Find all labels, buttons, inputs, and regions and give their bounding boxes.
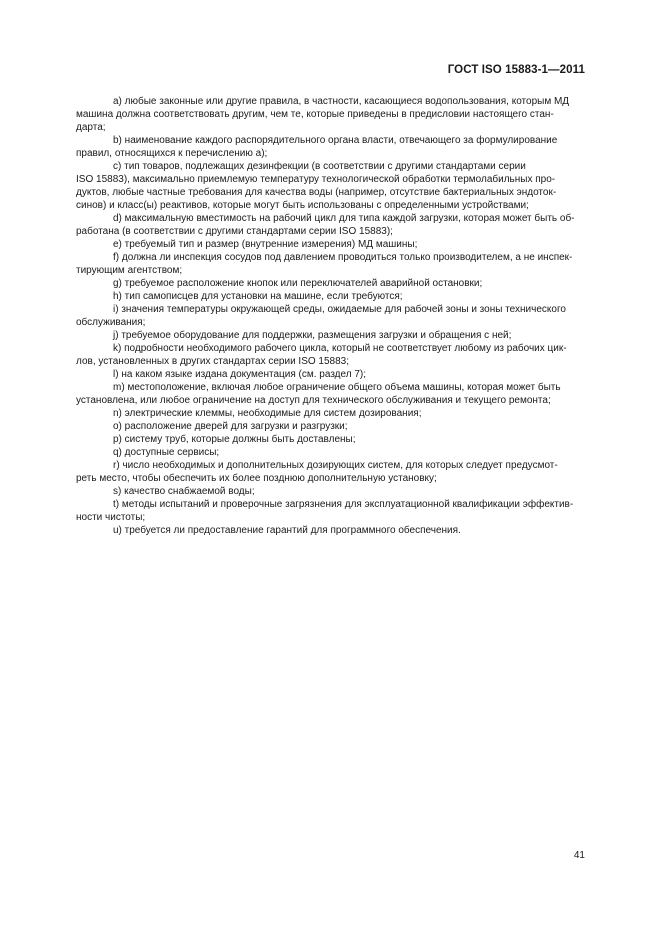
list-item-continuation-line: обслуживания; bbox=[76, 317, 146, 328]
list-item bbox=[76, 251, 585, 277]
list-item-first-line: p) систему труб, которые должны быть доставлены; bbox=[113, 434, 356, 445]
list-item bbox=[76, 433, 585, 446]
list-item-continuation-line: установлена, или любое ограничение на доступ для технического обслуживания и текущего ремонта; bbox=[76, 395, 551, 406]
list-item bbox=[76, 459, 585, 485]
list-item-first-line: l) на каком языке издана документация (см. раздел 7); bbox=[113, 369, 367, 380]
list-item bbox=[76, 381, 585, 407]
list-item-first-line: k) подробности необходимого рабочего цикла, который не соответствует любому из рабочих цик- bbox=[113, 343, 567, 354]
list-item bbox=[76, 342, 585, 368]
list-item bbox=[76, 134, 585, 160]
list-item bbox=[76, 485, 585, 498]
list-item-first-line: h) тип самописцев для установки на машине, если требуются; bbox=[113, 291, 403, 302]
list-item bbox=[76, 303, 585, 329]
list-item bbox=[76, 446, 585, 459]
list-item-continuation-line: правил, относящихся к перечислению a); bbox=[76, 148, 268, 159]
list-item-first-line: b) наименование каждого распорядительного органа власти, отвечающего за формулирование bbox=[113, 135, 558, 146]
list-item-first-line: f) должна ли инспекция сосудов под давлением проводиться только производителем, а не инспек- bbox=[113, 252, 573, 263]
list-item bbox=[76, 160, 585, 212]
list-item-first-line: e) требуемый тип и размер (внутренние измерения) МД машины; bbox=[113, 239, 418, 250]
list-item-continuation-line: ISO 15883), максимально приемлемую температуру технологической обработки термолабильных про- bbox=[76, 174, 556, 185]
list-item-first-line: n) электрические клеммы, необходимые для систем дозирования; bbox=[113, 408, 422, 419]
list-item-first-line: t) методы испытаний и проверочные загрязнения для эксплуатационной квалификации эффектив- bbox=[113, 499, 574, 510]
list-item bbox=[76, 212, 585, 238]
list-item-continuation-line: тирующим агентством; bbox=[76, 265, 183, 276]
list-item bbox=[76, 407, 585, 420]
list-item bbox=[76, 238, 585, 251]
list-item-first-line: d) максимальную вместимость на рабочий цикл для типа каждой загрузки, которая может быть об- bbox=[113, 213, 575, 224]
list-item-first-line: i) значения температуры окружающей среды, ожидаемые для рабочей зоны и зоны технического bbox=[113, 304, 566, 315]
list-item bbox=[76, 420, 585, 433]
list-item-first-line: g) требуемое расположение кнопок или переключателей аварийной остановки; bbox=[113, 278, 483, 289]
page-number: 41 bbox=[573, 850, 585, 861]
list-item-continuation-line: лов, установленных в других стандартах серии ISO 15883; bbox=[76, 356, 350, 367]
list-item-first-line: o) расположение дверей для загрузки и разгрузки; bbox=[113, 421, 348, 432]
requirements-list bbox=[76, 95, 585, 537]
list-item-first-line: r) число необходимых и дополнительных дозирующих систем, для которых следует предусмот- bbox=[113, 460, 558, 471]
document-header: ГОСТ ISO 15883-1—2011 bbox=[447, 64, 585, 76]
list-item-first-line: u) требуется ли предоставление гарантий для программного обеспечения. bbox=[113, 525, 461, 536]
list-item-first-line: s) качество снабжаемой воды; bbox=[113, 486, 255, 497]
list-item-continuation-line: дуктов, любые частные требования для качества воды (например, отсутствие бактериальных эндоток- bbox=[76, 187, 557, 198]
list-item bbox=[76, 329, 585, 342]
list-item-first-line: c) тип товаров, подлежащих дезинфекции (в соответствии с другими стандартами серии bbox=[113, 161, 526, 172]
list-item-first-line: j) требуемое оборудование для поддержки, размещения загрузки и обращения с ней; bbox=[113, 330, 512, 341]
list-item bbox=[76, 277, 585, 290]
list-item bbox=[76, 498, 585, 524]
list-item-first-line: m) местоположение, включая любое ограничение общего объема машины, которая может быть bbox=[113, 382, 561, 393]
list-item bbox=[76, 524, 585, 537]
list-item-continuation-line: дарта; bbox=[76, 122, 106, 133]
list-item-continuation-line: ности чистоты; bbox=[76, 512, 146, 523]
list-item bbox=[76, 368, 585, 381]
list-item-continuation-line: реть место, чтобы обеспечить их более позднюю дополнительную установку; bbox=[76, 473, 437, 484]
list-item-continuation-line: машина должна соответствовать другим, чем те, которые приведены в предисловии настоящего стан- bbox=[76, 109, 554, 120]
list-item-continuation-line: синов) и класс(ы) реактивов, которые могут быть использованы с определенными устройствами; bbox=[76, 200, 529, 211]
list-item bbox=[76, 95, 585, 134]
list-item bbox=[76, 290, 585, 303]
list-item-continuation-line: работана (в соответствии с другими стандартами серии ISO 15883); bbox=[76, 226, 393, 237]
list-item-first-line: a) любые законные или другие правила, в частности, касающиеся водопользования, которым МД bbox=[113, 96, 570, 107]
list-item-first-line: q) доступные сервисы; bbox=[113, 447, 220, 458]
